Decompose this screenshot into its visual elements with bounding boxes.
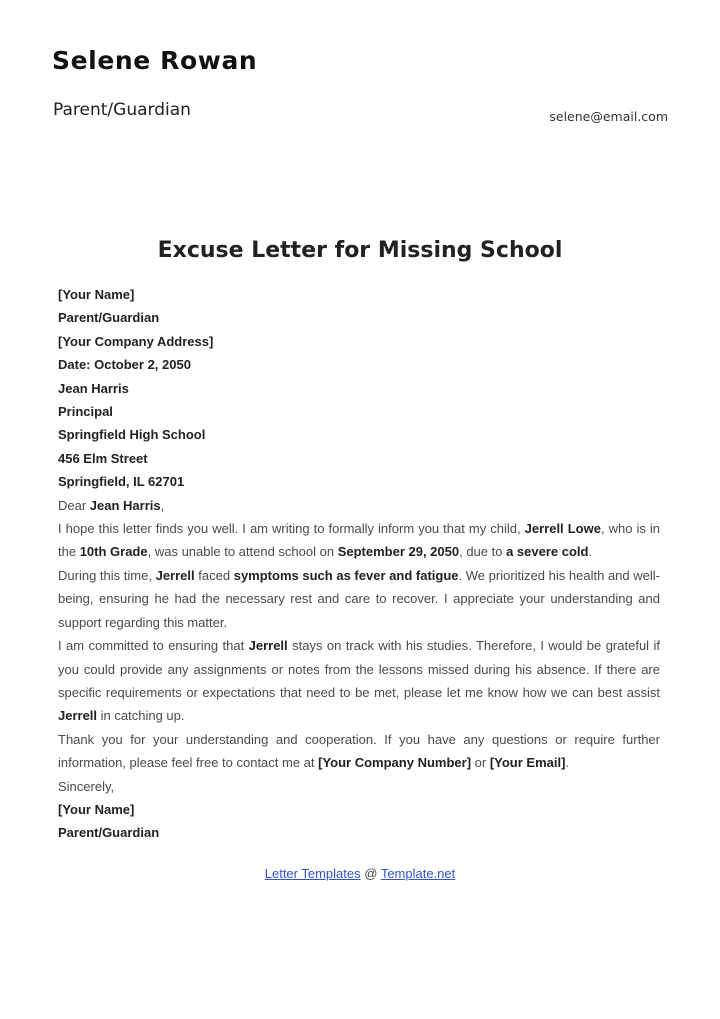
sender-name: Selene Rowan	[52, 46, 258, 75]
paragraph-symptoms: During this time, Jerrell faced symptoms such as fever and fatigue. We prioritized his health and well-being, ensuring he had the necessary rest and care to recover. I appreciate your understanding and support regarding this matter.	[58, 567, 660, 630]
closing: Sincerely,	[58, 778, 115, 794]
paragraph-assignments: I am committed to ensuring that Jerrell stays on track with his studies. Therefore, I would be grateful if you could provide any assignments or notes from the lessons missed during his absence. If there are specific requirements or expectations that need to be met, please let me know how we can best assist Jerrell in catching up.	[58, 638, 660, 724]
recipient-school: Springfield High School	[58, 427, 206, 443]
footer-separator: @	[360, 866, 381, 881]
letter-title: Excuse Letter for Missing School	[157, 238, 563, 263]
letter-date: Date: October 2, 2050	[58, 357, 191, 373]
sender-block-line: Parent/Guardian	[58, 310, 160, 326]
paragraph-absence-notice: I hope this letter finds you well. I am writing to formally inform you that my child, Jerrell Lowe, who is in the 10th Grade, was unable to attend school on September 29, 2050, due to a severe cold.	[58, 521, 660, 560]
recipient-name: Jean Harris	[58, 380, 129, 396]
sender-block-line: [Your Name]	[58, 287, 135, 302]
letter-templates-link[interactable]: Letter Templates	[264, 866, 361, 881]
signature-role: Parent/Guardian	[58, 825, 160, 841]
sender-email: selene@email.com	[549, 109, 668, 124]
paragraph-thanks: Thank you for your understanding and cooperation. If you have any questions or require further information, please feel free to contact me at [Your Company Number] or [Your Email].	[58, 731, 660, 771]
template-net-link[interactable]: Template.net	[380, 866, 456, 881]
signature-name: [Your Name]	[58, 801, 135, 817]
sender-block-line: [Your Company Address]	[58, 333, 214, 349]
footer-credit	[0, 866, 720, 881]
recipient-city: Springfield, IL 62701	[58, 474, 185, 490]
salutation: Dear Jean Harris,	[58, 497, 165, 513]
recipient-title: Principal	[58, 404, 113, 420]
recipient-street: 456 Elm Street	[58, 450, 148, 466]
letter-body	[58, 283, 660, 845]
sender-role: Parent/Guardian	[53, 100, 191, 120]
